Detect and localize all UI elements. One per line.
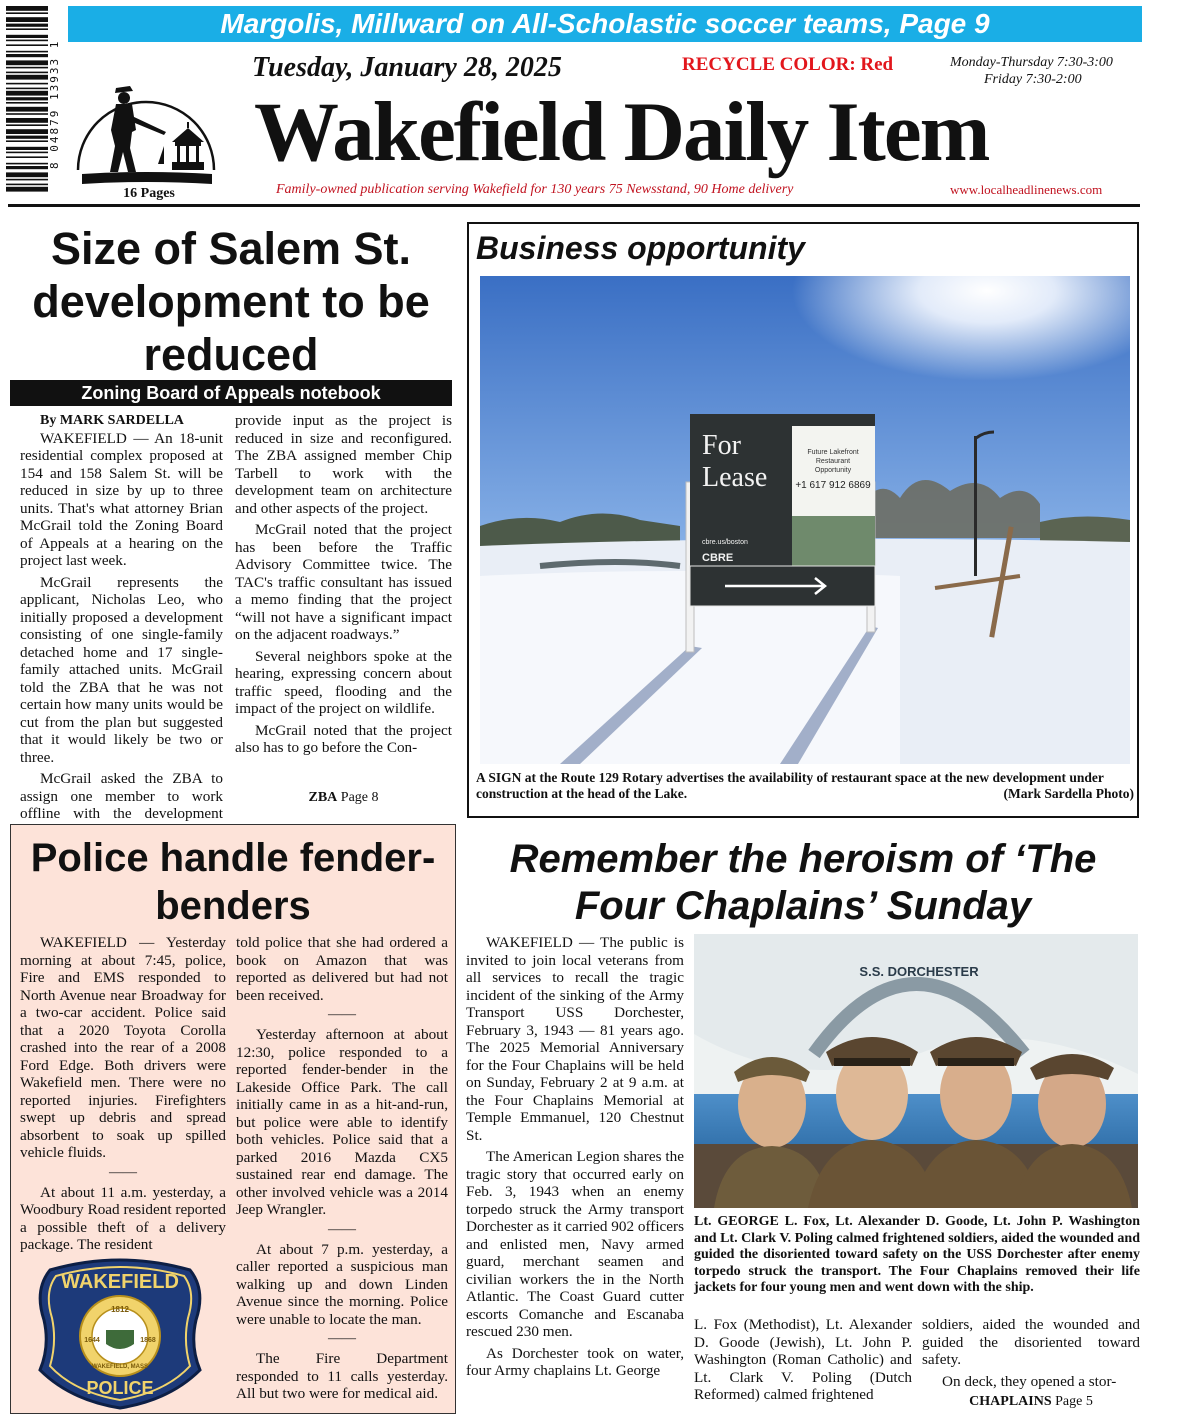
- paragraph: WAKEFIELD — An 18-unit residential complex proposed at 154 and 158 Salem St. will be reduced in size by up to three units. That's what attorney Brian McGrail told the Zoning Board of Appeals at a hearing on the project last week.: [20, 429, 223, 569]
- caption-text: A SIGN at the Route 129 Rotary advertises the availability of restaurant space at the new development under construction at the head of the Lake.: [476, 770, 1104, 801]
- hours-friday: Friday 7:30-2:00: [984, 72, 1082, 87]
- paragraph: McGrail asked the ZBA to assign one member to work offline with the development: [20, 770, 223, 822]
- police-badge-icon: [30, 1250, 210, 1410]
- paragraph: At about 7 p.m. yesterday, a caller reported a suspicious man walking up and down Linden Avenue since the morning. Police were unable to locate the man.: [236, 1240, 448, 1328]
- badge-bottom-text: POLICE: [86, 1378, 154, 1398]
- paragraph: WAKEFIELD — The public is invited to join local veterans from all services to recall the tragic incident of the sinking of the Army Transport USS Dorchester, February 3, 1943 — 81 years ago. The 2025 Memorial Anniversary for the Four Chaplains will be held on Sunday, February 2 at 9 a.m. at the Four Chaplains Memorial at Temple Emmanuel, 120 Chestnut St.: [466, 934, 684, 1144]
- recycle-color: RECYCLE COLOR: Red: [682, 54, 894, 75]
- badge-year: 1644: [84, 1337, 100, 1344]
- tagline: Family-owned publication serving Wakefield for 130 years 75 Newsstand, 90 Home delivery: [276, 182, 794, 197]
- divider: ——: [328, 1221, 356, 1237]
- sign-small-text: Restaurant: [815, 458, 851, 465]
- sign-phone: +1 617 912 6869: [795, 480, 871, 491]
- divider: ——: [328, 1331, 356, 1346]
- paragraph: provide input as the project is reduced in size and reconfigured. The ZBA assigned member Chip Tarbell to work with the development team on architecture and other aspects of the project.: [235, 412, 452, 517]
- police-column-1: [20, 934, 226, 1300]
- business-caption: [476, 770, 1134, 802]
- barcode-digits: 8 04879 13933 1: [48, 39, 61, 169]
- page-count: 16 Pages: [123, 186, 175, 201]
- chaplains-headline[interactable]: Remember the heroism of ‘The Four Chaplains’ Sunday: [509, 837, 1097, 928]
- paragraph: McGrail noted that the project has been before the Traffic Advisory Committee twice. The TAC's traffic consultant has issued a memo finding that the project “will not have a significant impact on the adjacent roadways.”: [235, 521, 452, 643]
- nameplate[interactable]: Wakefield Daily Item: [254, 85, 989, 179]
- sign-for-text: For: [702, 430, 741, 461]
- divider: ——: [328, 1007, 356, 1022]
- masthead-logo-minuteman-icon: [72, 58, 220, 188]
- masthead-rule: [8, 204, 1140, 207]
- top-banner[interactable]: Margolis, Millward on All-Scholastic soccer teams, Page 9: [68, 6, 1142, 42]
- office-hours: [950, 54, 1130, 88]
- badge-year: 1868: [140, 1337, 156, 1344]
- hours-weekdays: Monday-Thursday 7:30-3:00: [950, 55, 1113, 70]
- salem-column-2: [235, 412, 452, 788]
- paragraph: WAKEFIELD — Yesterday morning at about 7:45, police, Fire and EMS responded to North Avenue near Broadway for a two-car accident. Police said that a 2020 Toyota Corolla crashed into the rear of a 2008 Ford Edge. Both drivers were Wakefield men. There were no reported injuries. Firefighters swept up debris and spread absorbent to soak up spilled vehicle fluids.: [20, 934, 226, 1161]
- paragraph: On deck, they opened a stor-: [942, 1372, 1117, 1390]
- chaplains-column-3: [922, 1316, 1140, 1388]
- photo-credit: (Mark Sardella Photo): [1003, 786, 1134, 801]
- chaplains-column-1: [466, 934, 684, 1412]
- police-column-2: [236, 934, 448, 1412]
- business-headline[interactable]: Business opportunity: [476, 230, 805, 266]
- badge-year: 1812: [111, 1305, 129, 1314]
- paragraph: Yesterday afternoon at about 12:30, police responded to a reported fender-bender in the Lakeside Office Park. The call initially came in as a hit-and-run, but police were able to identify both vehicles. Police said that a parked 2016 Mazda CX5 sustained rear end damage. The other involved vehicle was a 2014 Jeep Wrangler.: [236, 1026, 448, 1218]
- paragraph: As Dorchester took on water, four Army chaplains Lt. George: [466, 1344, 684, 1379]
- barcode: [6, 6, 48, 192]
- paragraph: The American Legion shares the tragic story that occurred early on Feb. 3, 1943 when an enemy torpedo struck the Army transport Dorchester as it carried 902 officers and enlisted men, Navy armed guard, merchant seamen and civilian workers the in the North Atlantic. The Coast Guard cutter escorts Comanche and Escanaba rescued 230 men.: [466, 1148, 684, 1340]
- paragraph: The Fire Department responded to 11 calls yesterday. All but two were for medical aid.: [236, 1350, 448, 1402]
- chaplains-column-2: [694, 1316, 912, 1408]
- paragraph: told police that she had ordered a book on Amazon that was reported as delivered but had not been received.: [236, 934, 448, 1004]
- four-chaplains-painting[interactable]: [694, 934, 1138, 1208]
- byline: By MARK SARDELLA: [40, 413, 184, 428]
- paragraph: McGrail represents the applicant, Nicholas Leo, who initially proposed a development consisting of one single-family detached home and 17 single-family attached units. McGrail told the ZBA that he was not certain how many units would be cut from the plan but suggested that it would likely be two or three.: [20, 573, 223, 766]
- chaplains-jump-link[interactable]: [922, 1394, 1140, 1410]
- sign-lease-text: Lease: [702, 462, 768, 493]
- paragraph: L. Fox (Methodist), Lt. Alexander D. Goode (Jewish), Lt. John P. Washington (Roman Catholic) and Lt. Clark V. Poling (Dutch Reformed) calmed frightened: [694, 1316, 912, 1403]
- paragraph: McGrail noted that the project also has to go before the Con-: [235, 721, 452, 756]
- jump-page: Page 5: [1055, 1394, 1093, 1409]
- police-headline[interactable]: Police handle fender-benders: [30, 836, 436, 928]
- paragraph: Several neighbors spoke at the hearing, expressing concern about traffic speed, flooding and the impact of the project on wildlife.: [235, 647, 452, 717]
- sign-url: cbre.us/boston: [702, 539, 748, 546]
- paragraph: At about 11 a.m. yesterday, a Woodbury Road resident reported a possible theft of a delivery package. The resident: [20, 1183, 226, 1253]
- salem-jump-link[interactable]: [235, 790, 452, 806]
- jump-page: Page 8: [340, 790, 379, 805]
- for-lease-sign-photo[interactable]: [480, 276, 1130, 764]
- jump-key: ZBA: [308, 790, 338, 805]
- salem-subhead: Zoning Board of Appeals notebook: [10, 380, 452, 406]
- salem-column-1: [20, 412, 223, 820]
- sign-brand: CBRE: [702, 552, 734, 564]
- website-link[interactable]: www.localheadlinenews.com: [950, 182, 1103, 197]
- issue-date: Tuesday, January 28, 2025: [252, 52, 562, 83]
- badge-top-text: WAKEFIELD: [61, 1271, 179, 1293]
- sign-small-text: Opportunity: [814, 467, 852, 474]
- paragraph: soldiers, aided the wounded and guided the disoriented toward safety.: [922, 1316, 1140, 1368]
- divider: ——: [109, 1164, 137, 1180]
- badge-town: WAKEFIELD, MASS: [91, 1364, 149, 1370]
- ship-name: S.S. DORCHESTER: [859, 964, 979, 979]
- chaplains-caption: Lt. GEORGE L. Fox, Lt. Alexander D. Goode, Lt. John P. Washington and Lt. Clark V. Poling calmed frightened soldiers, aided the wounded and guided the disoriented toward safety on the USS Dorchester after enemy torpedo struck the transport. The Four Chaplains removed their life jackets for four young men and went down with the ship.: [694, 1214, 1140, 1295]
- jump-key: CHAPLAINS: [969, 1394, 1052, 1409]
- sign-small-text: Future Lakefront: [807, 449, 859, 456]
- salem-headline[interactable]: Size of Salem St. development to be reduced: [32, 223, 430, 380]
